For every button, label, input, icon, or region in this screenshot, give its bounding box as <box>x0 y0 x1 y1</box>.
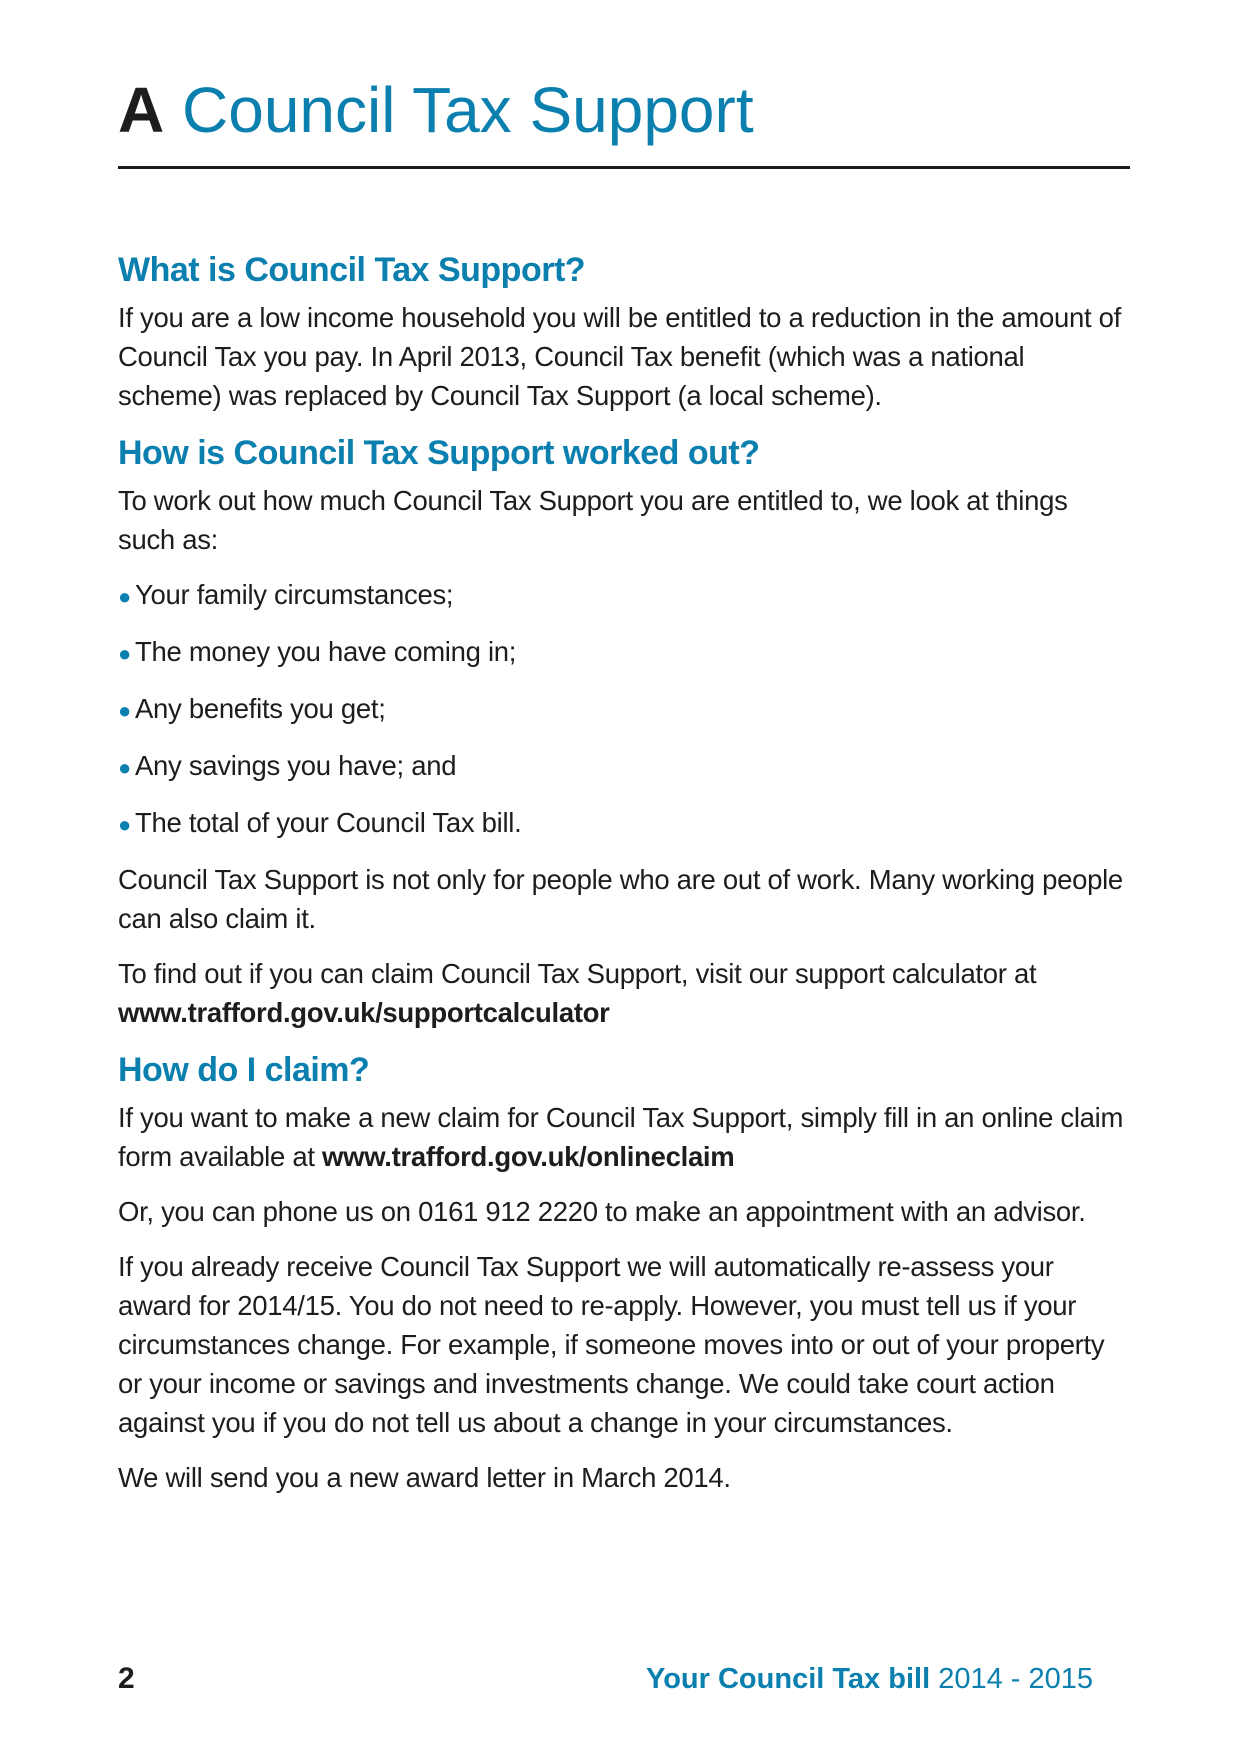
paragraph: We will send you a new award letter in March 2014. <box>118 1462 731 1493</box>
bullet-dot-icon: ● <box>118 641 131 666</box>
bullet-dot-icon: ● <box>118 812 131 837</box>
factors-list <box>118 575 1130 844</box>
list-item-text: The money you have coming in; <box>135 636 517 667</box>
footer-title-bold: Your Council Tax bill <box>646 1663 931 1695</box>
list-item <box>118 575 1130 616</box>
paragraph: If you are a low income household you will be entitled to a reduction in the amount of Council Tax you pay. In April 2013, Council Tax benefit (which was a national scheme) was replaced by Council Tax Support (a local scheme). <box>118 302 1122 411</box>
paragraph: Council Tax Support is not only for people who are out of work. Many working people can also claim it. <box>118 864 1123 934</box>
page-title <box>118 70 754 150</box>
bullet-dot-icon: ● <box>118 584 131 609</box>
list-item-text: Any savings you have; and <box>135 750 457 781</box>
list-item-text: Any benefits you get; <box>135 693 386 724</box>
section-how-claim <box>118 1048 1130 1497</box>
claim-paragraph <box>118 1098 1130 1176</box>
claim-text: If you want to make a new claim for Council Tax Support, simply fill in an online claim form available at <box>118 1102 1124 1172</box>
page-number: 2 <box>118 1662 135 1695</box>
list-item-text: The total of your Council Tax bill. <box>135 807 522 838</box>
list-item <box>118 689 1130 730</box>
bullet-dot-icon: ● <box>118 698 131 723</box>
paragraph: Or, you can phone us on 0161 912 2220 to make an appointment with an advisor. <box>118 1196 1086 1227</box>
section-letter: A <box>118 74 165 146</box>
title-text: Council Tax Support <box>182 74 754 146</box>
section-worked-out <box>118 431 1130 1032</box>
list-item <box>118 746 1130 787</box>
section-what-is <box>118 248 1130 415</box>
footer-title <box>646 1663 1093 1696</box>
list-item-text: Your family circumstances; <box>135 579 454 610</box>
section-heading: How is Council Tax Support worked out? <box>118 434 760 472</box>
paragraph: If you already receive Council Tax Support we will automatically re-assess your award for 2014/15. You do not need to re-apply. However, you must tell us if your circumstances change. For example, if someone moves into or out of your property or your income or savings and investments change. We could take court action against you if you do not tell us about a change in your circumstances. <box>118 1251 1105 1438</box>
title-divider <box>118 166 1130 169</box>
list-item <box>118 632 1130 673</box>
online-claim-link[interactable]: www.trafford.gov.uk/onlineclaim <box>322 1141 735 1172</box>
support-calculator-link[interactable]: www.trafford.gov.uk/supportcalculator <box>118 997 610 1028</box>
list-item <box>118 803 1130 844</box>
section-heading: What is Council Tax Support? <box>118 251 586 289</box>
section-heading: How do I claim? <box>118 1051 370 1089</box>
bullet-dot-icon: ● <box>118 755 131 780</box>
calculator-text: To find out if you can claim Council Tax Support, visit our support calculator at <box>118 958 1037 989</box>
main-content <box>118 248 1130 1513</box>
page-footer <box>118 1662 1093 1696</box>
paragraph: To work out how much Council Tax Support you are entitled to, we look at things such as: <box>118 485 1068 555</box>
footer-years: 2014 - 2015 <box>938 1663 1093 1695</box>
calculator-paragraph <box>118 954 1130 1032</box>
